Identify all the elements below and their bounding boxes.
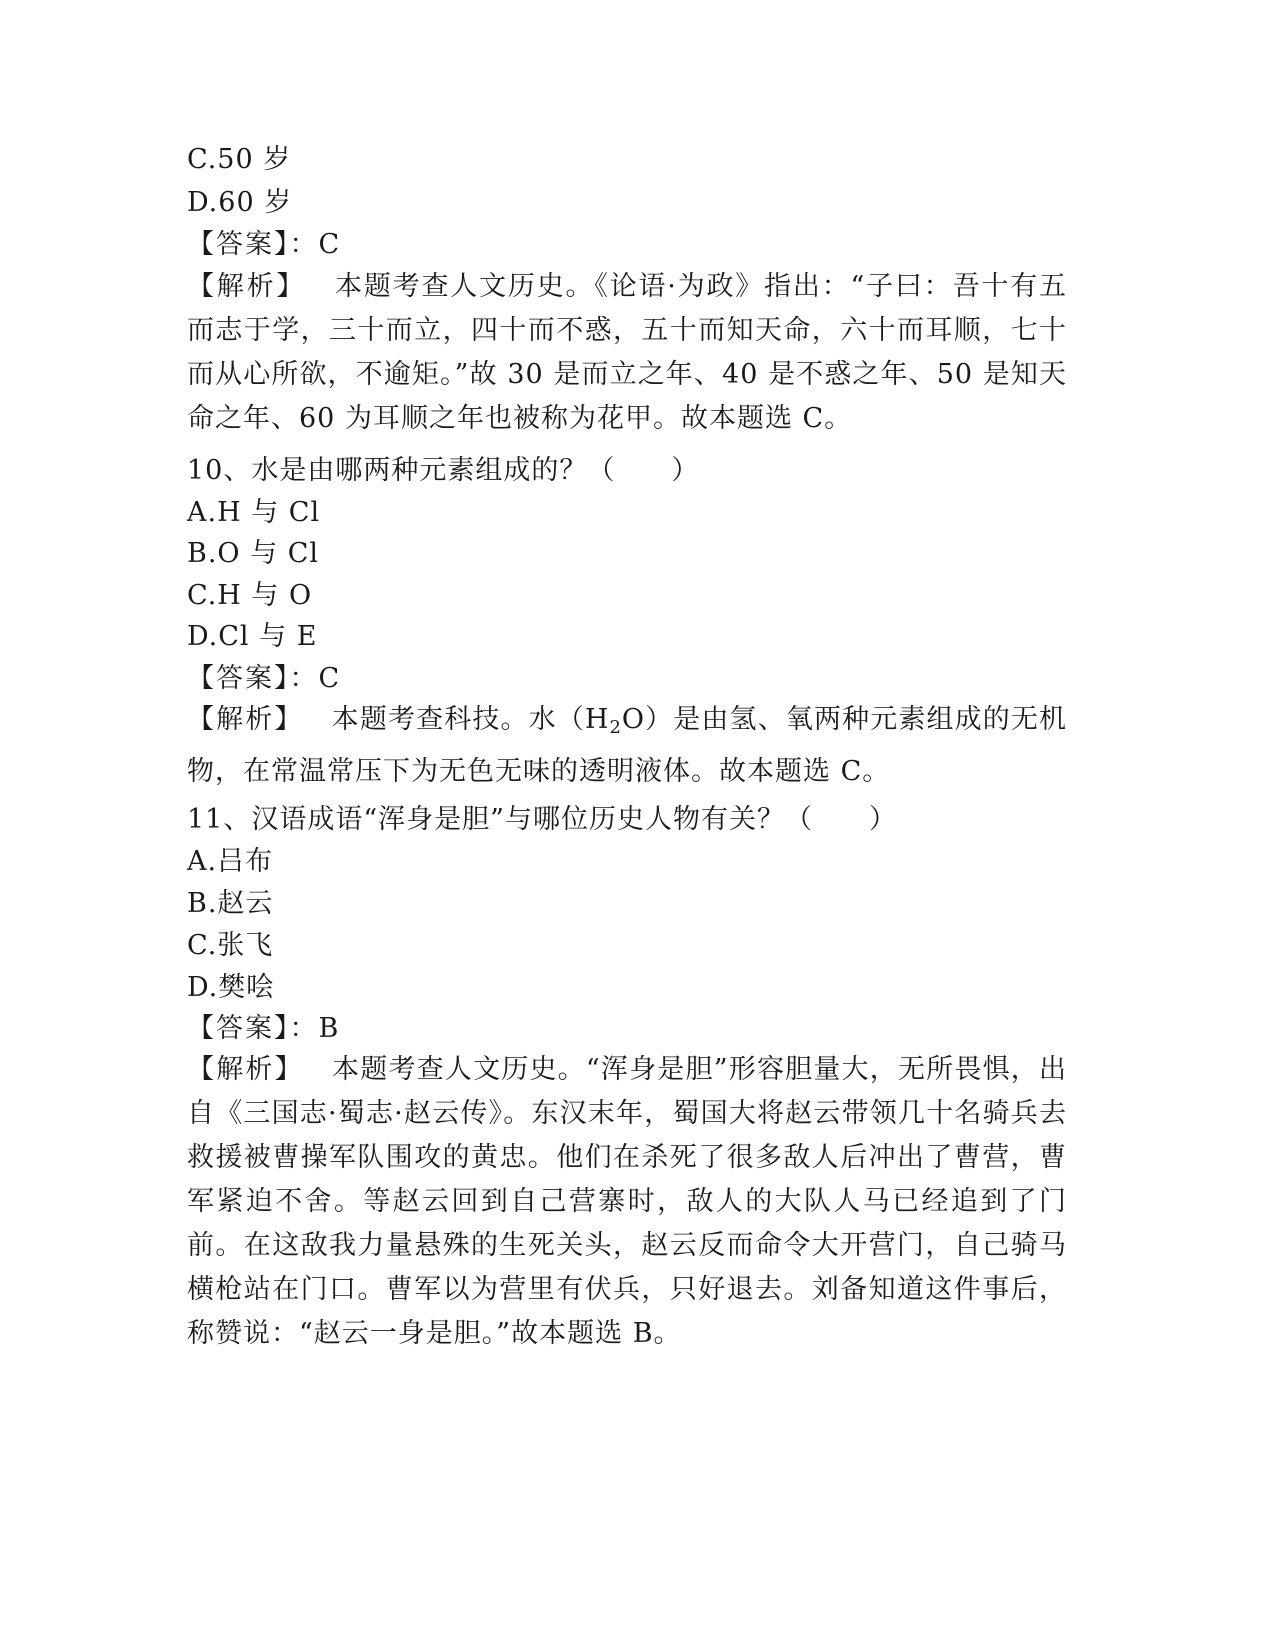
analysis-label: 【解析】 [187,1054,304,1085]
analysis-label: 【解析】 [187,704,304,735]
q11-option-c: C.张飞 [187,930,274,961]
answer-value: B [318,1013,340,1044]
q10-analysis [187,698,1067,794]
q10-option-b: B.O 与 Cl [187,538,320,569]
answer-label: 【答案】： [187,663,319,694]
analysis-text: 本题考查人文历史。《论语·为政》指出：“子曰：吾十有五而志于学，三十而立，四十而不惑，五十而知天命，六十而耳顺，七十而从心所欲，不逾矩。”故 30 是而立之年、40 是不惑之年、50 是知天命之年、60 为耳顺之年也被称为花甲。故本题选 C。 [187,271,1068,434]
q11-option-b: B.赵云 [187,888,274,919]
q10-option-d: D.Cl 与 E [187,621,318,652]
subscript: 2 [609,717,622,738]
q10-option-a: A.H 与 Cl [187,497,321,528]
answer-value: C [318,229,341,260]
q9-option-c: C.50 岁 [187,144,292,175]
answer-value: C [318,663,341,694]
q9-option-d: D.60 岁 [187,187,293,218]
answer-label: 【答案】： [187,1013,319,1044]
analysis-label: 【解析】 [187,271,307,302]
analysis-text-pre: 本题考查科技。水（H [331,704,610,735]
answer-label: 【答案】： [187,229,319,260]
q10-answer [187,657,340,701]
q9-answer [187,223,340,267]
q11-question: 11、汉语成语“浑身是胆”与哪位历史人物有关？（ ） [187,804,897,835]
q11-option-d: D.樊哙 [187,972,275,1003]
analysis-text-post: O）是由氢、氧两种元素组成的无机物，在常温常压下为无色无味的透明液体。故本题选 C。 [187,704,1068,787]
q11-answer [187,1007,339,1051]
q11-analysis [187,1048,1067,1356]
q9-analysis [187,265,1067,441]
q10-option-c: C.H 与 O [187,580,313,611]
analysis-text: 本题考查人文历史。“浑身是胆”形容胆量大，无所畏惧，出自《三国志·蜀志·赵云传》。东汉末年，蜀国大将赵云带领几十名骑兵去救援被曹操军队围攻的黄忠。他们在杀死了很多敌人后冲出了曹营，曹军紧迫不舍。等赵云回到自己营寨时，敌人的大队人马已经追到了门前。在这敌我力量悬殊的生死关头，赵云反而命令大开营门，自己骑马横枪站在门口。曹军以为营里有伏兵，只好退去。刘备知道这件事后，称赞说：“赵云一身是胆。”故本题选 B。 [187,1054,1067,1349]
q11-option-a: A.吕布 [187,846,274,877]
q10-question: 10、水是由哪两种元素组成的？（ ） [187,455,700,486]
